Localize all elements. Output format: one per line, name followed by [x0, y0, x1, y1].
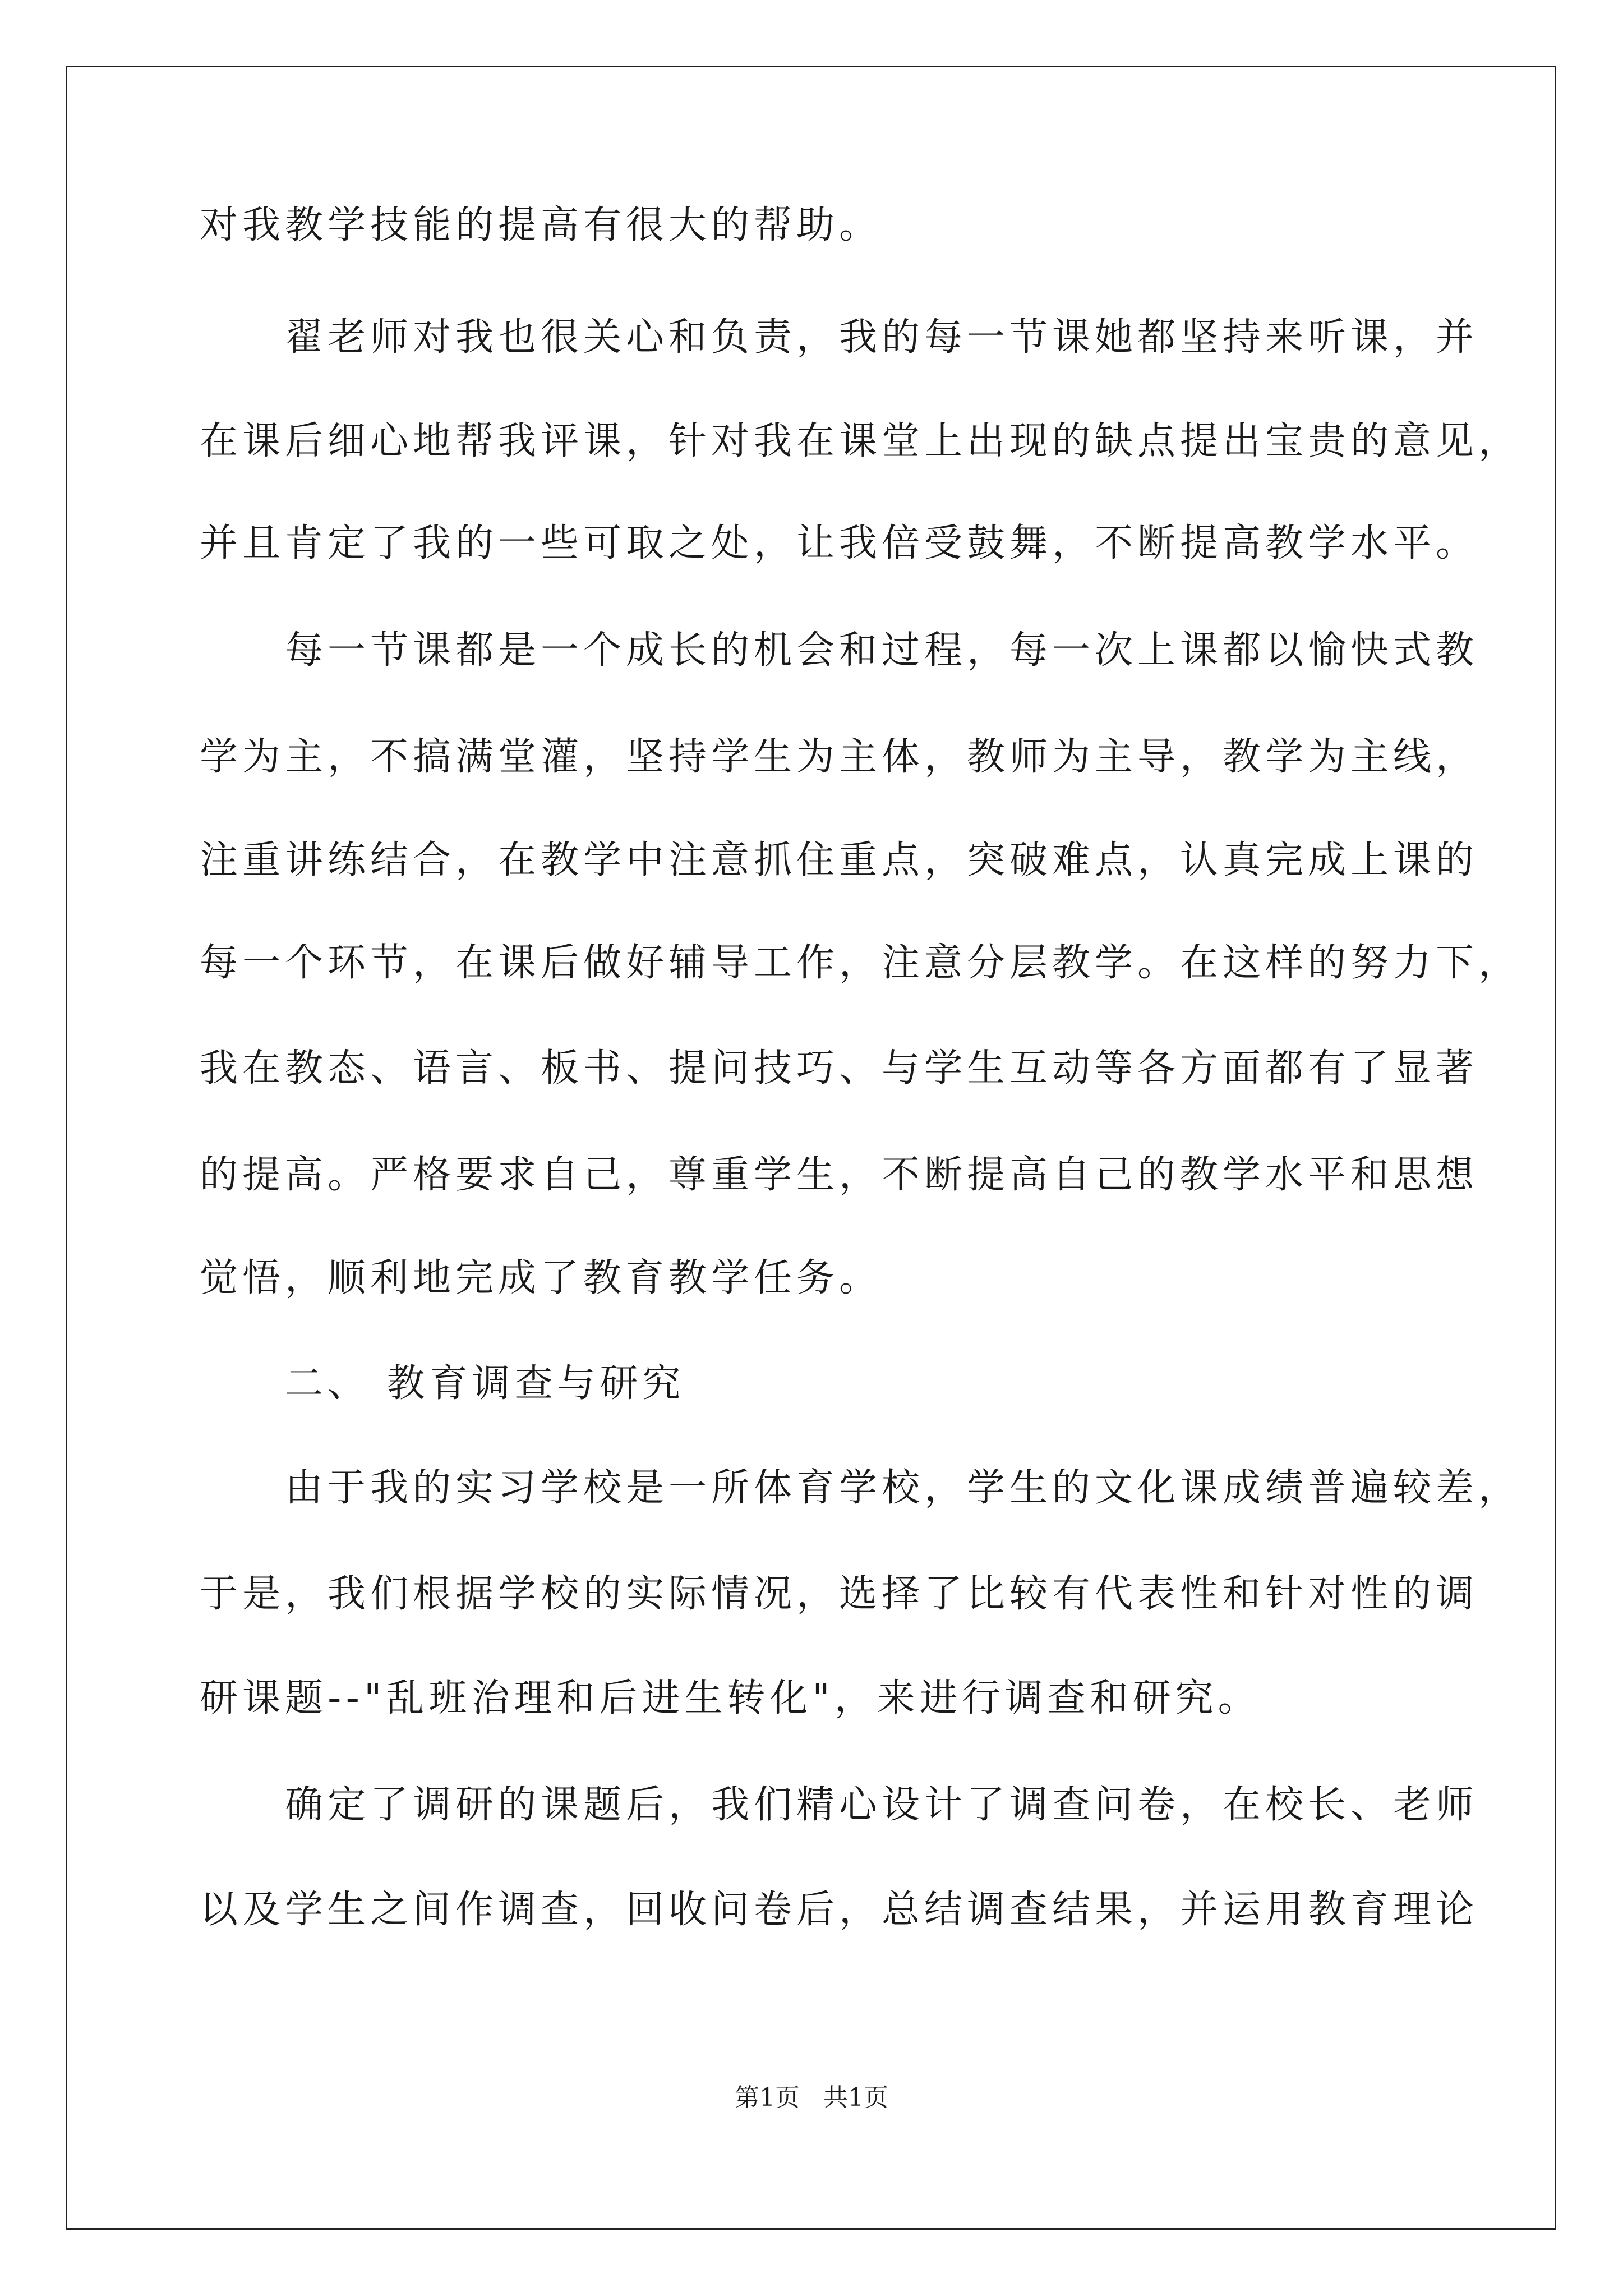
- text-line: 的提高。严格要求自己，尊重学生，不断提高自己的教学水平和思想: [200, 1153, 1479, 1197]
- text-line: 以及学生之间作调查，回收问卷后，总结调查结果，并运用教育理论: [200, 1888, 1479, 1932]
- page-footer: 第1页 共1页: [735, 2083, 888, 2112]
- text-line: 由于我的实习学校是一所体育学校，学生的文化课成绩普遍较差，: [200, 1466, 1521, 1510]
- text-line: 并且肯定了我的一些可取之处，让我倍受鼓舞，不断提高教学水平。: [200, 521, 1479, 565]
- text-line: 每一个环节，在课后做好辅导工作，注意分层教学。在这样的努力下，: [200, 941, 1521, 985]
- text-line: 注重讲练结合，在教学中注意抓住重点，突破难点，认真完成上课的: [200, 838, 1479, 882]
- text-line: 确定了调研的课题后，我们精心设计了调查问卷，在校长、老师: [200, 1783, 1479, 1827]
- text-line: 在课后细心地帮我评课，针对我在课堂上出现的缺点提出宝贵的意见，: [200, 419, 1521, 463]
- text-line: 研课题--"乱班治理和后进生转化"，来进行调查和研究。: [200, 1676, 1261, 1720]
- section-heading: 二、 教育调查与研究: [200, 1361, 685, 1406]
- text-line: 觉悟，顺利地完成了教育教学任务。: [200, 1256, 882, 1300]
- text-line: 学为主，不搞满堂灌，坚持学生为主体，教师为主导，教学为主线，: [200, 735, 1479, 779]
- text-line: 对我教学技能的提高有很大的帮助。: [200, 203, 882, 247]
- text-line: 翟老师对我也很关心和负责，我的每一节课她都坚持来听课，并: [200, 315, 1479, 360]
- text-line: 于是，我们根据学校的实际情况，选择了比较有代表性和针对性的调: [200, 1572, 1479, 1616]
- text-line: 每一节课都是一个成长的机会和过程，每一次上课都以愉快式教: [200, 628, 1479, 673]
- text-line: 我在教态、语言、板书、提问技巧、与学生互动等各方面都有了显著: [200, 1046, 1479, 1091]
